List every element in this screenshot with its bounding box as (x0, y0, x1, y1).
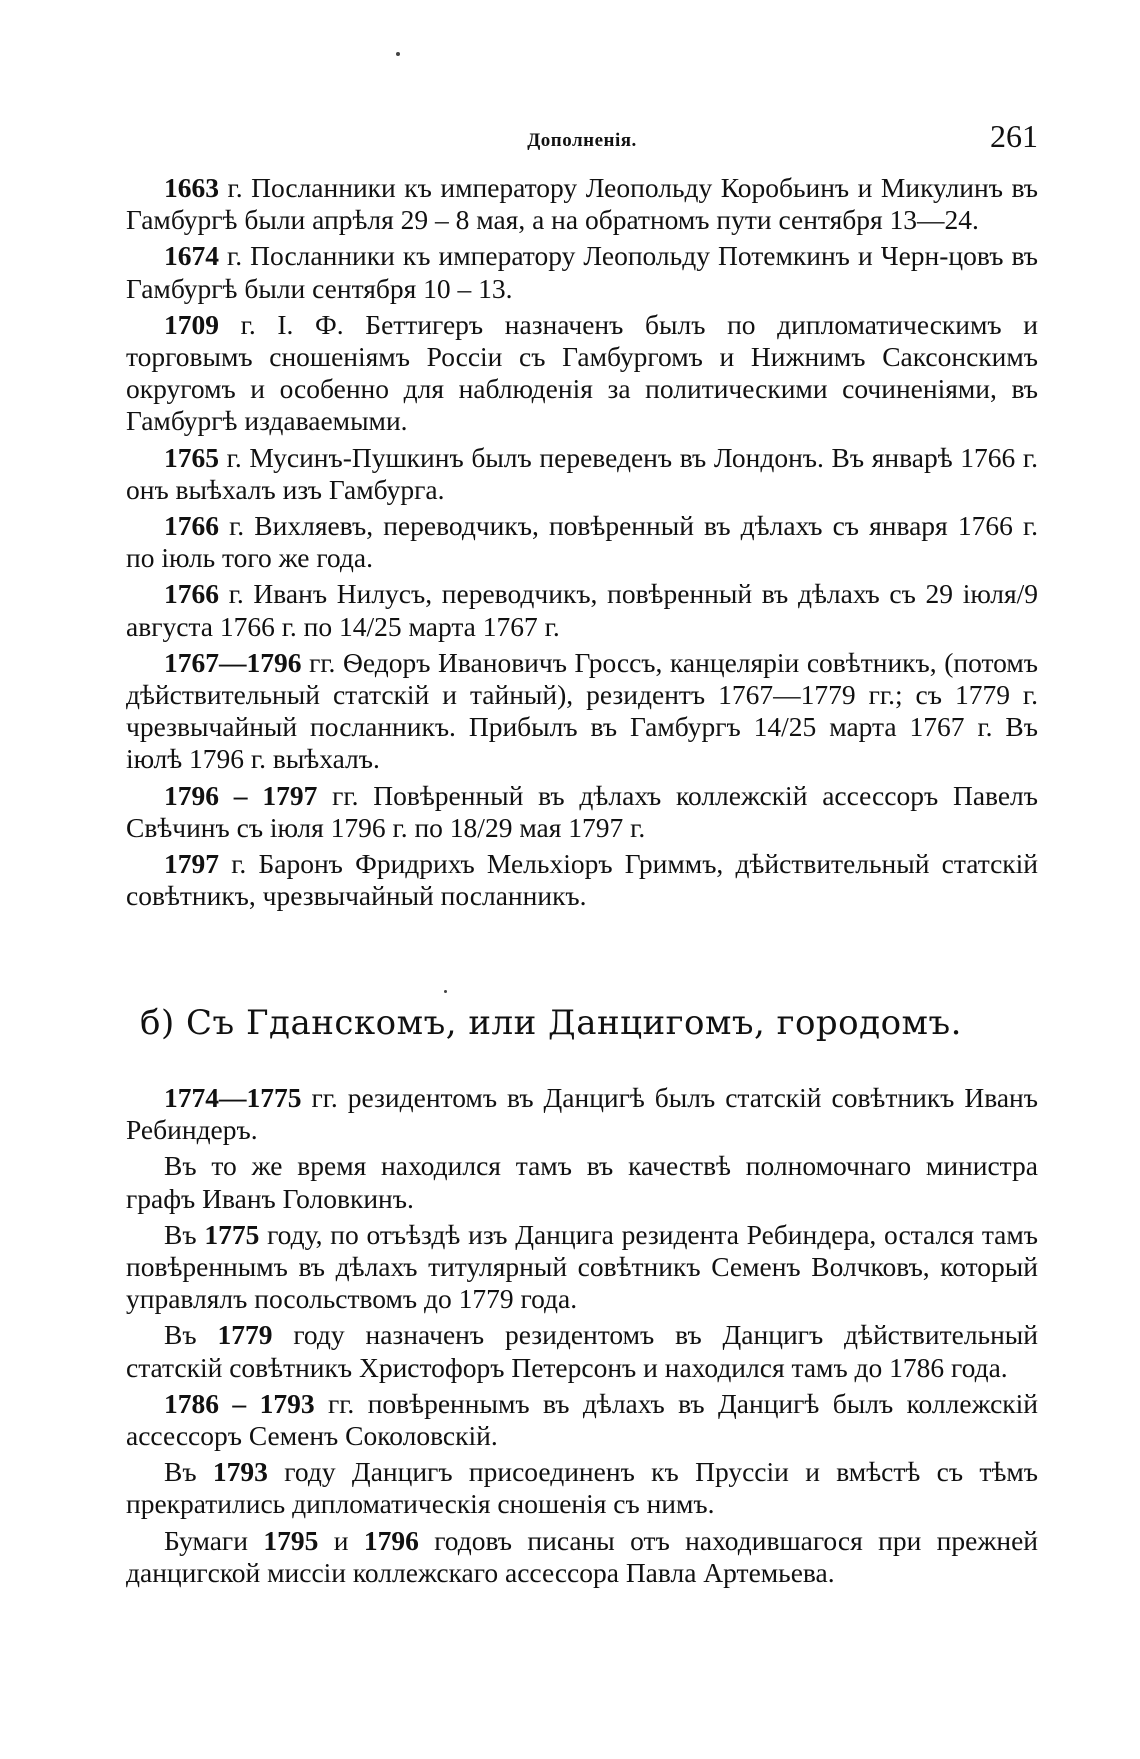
paragraph-year: 1796 (363, 1524, 419, 1556)
paragraph (126, 1219, 1038, 1316)
paragraph-lead: Бумаги (164, 1524, 264, 1556)
entry-text: г. Мусинъ-Пушкинъ былъ переведенъ въ Лондонъ. Въ январѣ 1766 г. онъ выѣхалъ изъ Гамбурга. (126, 441, 1038, 505)
paragraph-lead: Въ (164, 1218, 205, 1250)
entry (126, 240, 1038, 304)
entry-year: 1766 (164, 578, 219, 610)
paragraph-text: году назначенъ резидентомъ въ Данцигъ дѣйствительный статскій совѣтникъ Христофоръ Петерсонъ и находился тамъ до 1786 года. (126, 1319, 1039, 1383)
speck (444, 990, 447, 993)
entry-year: 1663 (164, 172, 219, 203)
running-title: Дополненія. (527, 130, 637, 151)
page-header (126, 118, 1038, 168)
paragraph-year: 1779 (217, 1319, 273, 1351)
paragraph (126, 1525, 1038, 1589)
paragraph (126, 1388, 1038, 1452)
paragraph (126, 1082, 1038, 1146)
paragraph-text: году, по отъѣздѣ изъ Данцига резидента Ребиндера, остался тамъ повѣреннымъ въ дѣлахъ титулярный совѣтникъ Семенъ Волчковъ, который управлялъ посольствомъ до 1779 года. (126, 1218, 1039, 1315)
entry-text: г. Посланники къ императору Леопольду Коробьинъ и Микулинъ въ Гамбургѣ были апрѣля 29 – 8 мая, а на обратномъ пути сентября 13—24. (126, 172, 1038, 236)
entry (126, 172, 1038, 236)
paragraph-year: 1786 – 1793 (164, 1387, 315, 1419)
entry-text: г. Вихляевъ, переводчикъ, повѣренный въ дѣлахъ съ января 1766 г. по іюль того же года. (126, 510, 1038, 574)
entry (126, 578, 1038, 642)
entry-year: 1709 (164, 308, 219, 340)
paragraph-text: годовъ писаны отъ находившагося при прежней данцигской миссіи коллежскаго ассессора Павла Артемьева. (126, 1524, 1038, 1588)
paragraph-text: и (318, 1524, 364, 1556)
entry-text: гг. Ѳедоръ Ивановичъ Гроссъ, канцеляріи совѣтникъ, (потомъ дѣйствительный статскій и тайный), резидентъ 1767—1779 гг.; съ 1779 г. чрезвычайный посланникъ. Прибылъ въ Гамбургъ 14/25 марта 1767 г. Въ іюлѣ 1796 г. выѣхалъ. (126, 646, 1038, 775)
entry-text: г. Посланники къ императору Леопольду Потемкинъ и Черн-цовъ въ Гамбургѣ были сентября 10 – 13. (126, 240, 1038, 304)
entry-text: г. І. Ф. Беттигеръ назначенъ былъ по дипломатическимъ и торговымъ сношеніямъ Россіи съ Гамбургомъ и Нижнимъ Саксонскимъ округомъ и особенно для наблюденія за политическими сочиненіями, въ Гамбургѣ издаваемыми. (126, 308, 1038, 437)
paragraph (126, 1456, 1038, 1520)
entry-year: 1766 (164, 510, 219, 542)
entry-text: г. Баронъ Фридрихъ Мельхіоръ Гриммъ, дѣйствительный статскій совѣтникъ, чрезвычайный посланникъ. (126, 848, 1038, 912)
section-title: б) Съ Гданскомъ, или Данцигомъ, городомъ. (140, 1003, 962, 1043)
paragraph-text: гг. резидентомъ въ Данцигѣ былъ статскій совѣтникъ Иванъ Ребиндеръ. (126, 1082, 1038, 1146)
entry-year: 1767—1796 (164, 646, 302, 678)
paragraph-text: гг. повѣреннымъ въ дѣлахъ въ Данцигѣ былъ коллежскій ассессоръ Семенъ Соколовскій. (126, 1387, 1038, 1452)
entry-year: 1765 (164, 441, 219, 473)
paragraph-year: 1774—1775 (164, 1082, 302, 1113)
paragraph (126, 1319, 1038, 1383)
paragraph-year: 1793 (212, 1456, 268, 1488)
entry (126, 510, 1038, 574)
entry (126, 647, 1038, 776)
paragraph-year: 1795 (263, 1524, 319, 1556)
paragraph-lead: Въ (164, 1319, 218, 1351)
entries-section-b (126, 1082, 1038, 1593)
paragraph (126, 1150, 1038, 1214)
entry-text: гг. Повѣренный въ дѣлахъ коллежскій ассессоръ Павелъ Свѣчинъ съ іюля 1796 г. по 18/29 мая 1797 г. (126, 779, 1039, 843)
page-number: 261 (990, 118, 1038, 154)
entry (126, 780, 1038, 844)
entries-section-a (126, 172, 1038, 916)
paragraph-text: году Данцигъ присоединенъ къ Пруссіи и вмѣстѣ съ тѣмъ прекратились дипломатическія сношенія съ нимъ. (126, 1456, 1039, 1520)
paragraph-year: 1775 (204, 1218, 260, 1250)
entry-year: 1796 – 1797 (164, 779, 318, 811)
entry-year: 1797 (164, 848, 219, 880)
entry (126, 309, 1038, 438)
speck (396, 52, 400, 56)
entry (126, 442, 1038, 506)
paragraph-lead: Въ то же время находился тамъ въ качествѣ полномочнаго министра графъ Иванъ Головкинъ. (126, 1150, 1038, 1214)
paragraph-lead: Въ (164, 1456, 213, 1488)
entry-text: г. Иванъ Нилусъ, переводчикъ, повѣренный въ дѣлахъ съ 29 іюля/9 августа 1766 г. по 14/25 марта 1767 г. (126, 578, 1038, 642)
entry-year: 1674 (164, 240, 219, 272)
entry (126, 848, 1038, 912)
